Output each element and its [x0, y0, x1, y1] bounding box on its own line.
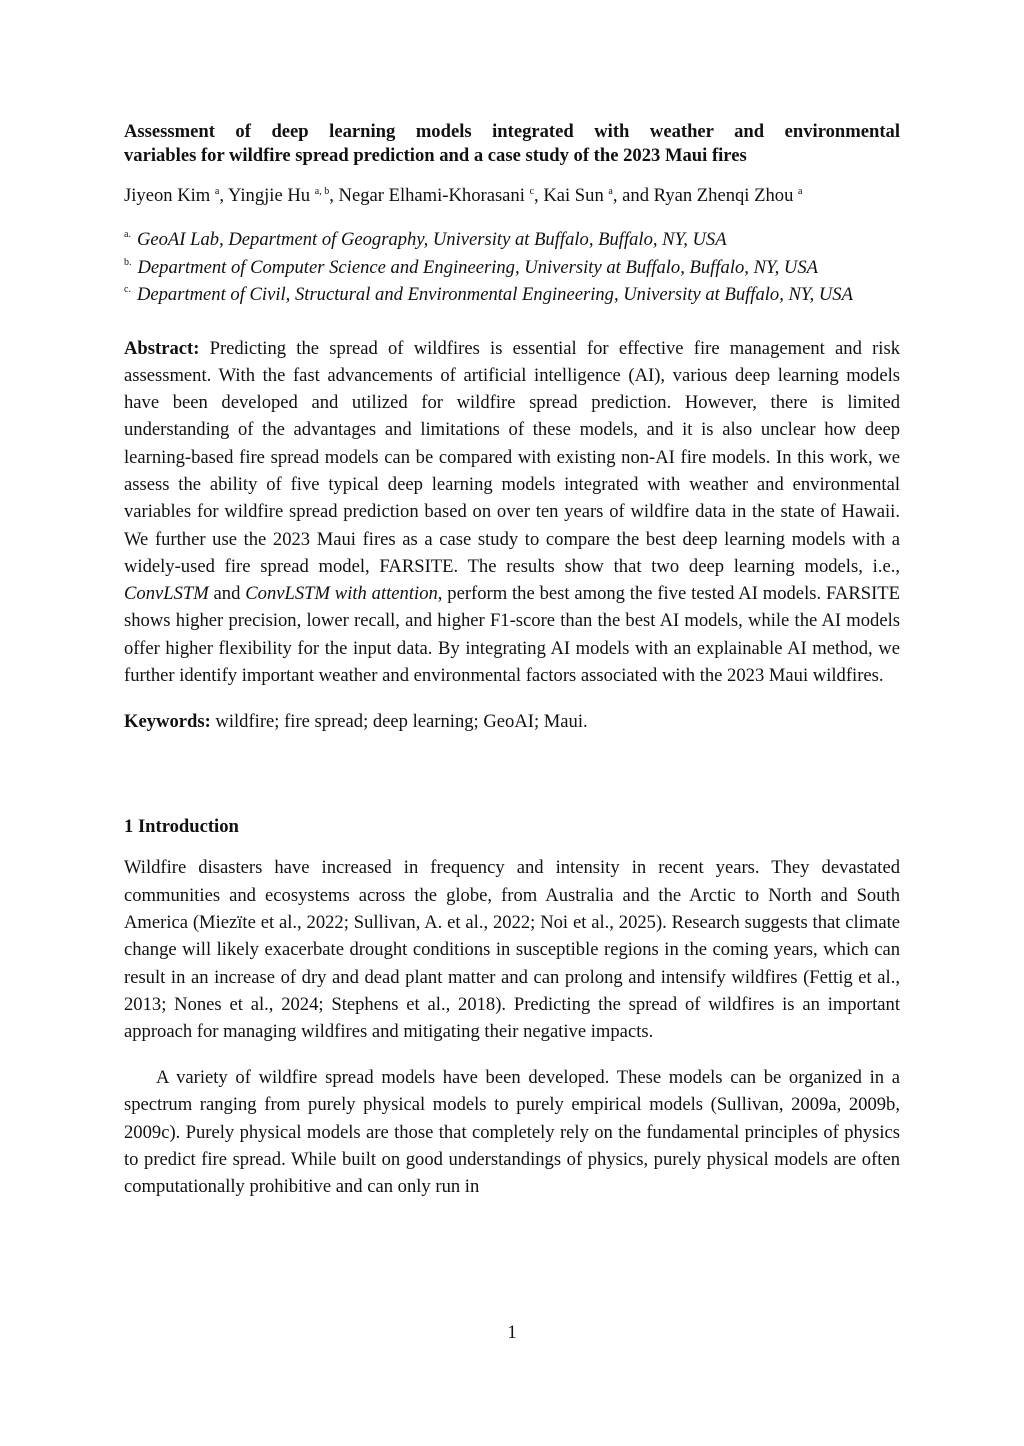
affiliation-text: Department of Computer Science and Engineering, University at Buffalo, Buffalo, NY, USA — [137, 256, 818, 278]
affiliation-text: GeoAI Lab, Department of Geography, University at Buffalo, Buffalo, NY, USA — [136, 229, 727, 250]
affiliation-text: Department of Civil, Structural and Environmental Engineering, University at Buffalo, NY, USA — [136, 284, 853, 305]
author-name: Negar Elhami-Khorasani — [338, 185, 525, 206]
author-separator: , — [219, 185, 228, 206]
affiliation-mark: b. — [124, 256, 132, 268]
keywords-text: wildfire; fire spread; deep learning; GeoAI; Maui. — [210, 710, 588, 732]
keywords-label: Keywords: — [124, 710, 211, 732]
author-list — [124, 184, 900, 208]
keywords — [124, 708, 900, 735]
author-separator: , — [329, 185, 339, 206]
intro-paragraph: A variety of wildfire spread models have been developed. These models can be organized in a spectrum ranging from purely physical models to purely empirical models (Sullivan, 2009a, 2009b, 2009c). Purely physical models are those that completely rely on the fundamental principles of physics to predict fire spread. While built on good understandings of physics, purely physical models are often computationally prohibitive and can only run in — [124, 1067, 900, 1198]
abstract-text: and — [208, 583, 246, 605]
title-line-2: variables for wildfire spread prediction and a case study of the 2023 Maui fires — [124, 145, 747, 166]
author-affiliation-mark: a — [798, 186, 803, 197]
abstract-label: Abstract: — [124, 337, 200, 359]
affiliation-item — [124, 281, 900, 309]
page-number: 1 — [507, 1322, 517, 1343]
affiliation-mark: a. — [124, 229, 131, 240]
author-separator: , — [534, 185, 544, 206]
abstract-model-name: ConvLSTM — [124, 583, 209, 605]
section-heading: 1 Introduction — [124, 815, 239, 837]
affiliation-item — [124, 254, 900, 282]
affiliation-mark: c. — [124, 284, 131, 295]
author-name: Yingjie Hu — [227, 185, 311, 206]
author-affiliation-mark: a — [214, 186, 220, 197]
paper-page — [124, 120, 900, 1219]
author-affiliation-mark: c — [529, 186, 535, 197]
abstract-model-name: ConvLSTM with attention — [245, 583, 438, 605]
affiliation-list — [124, 226, 900, 309]
paper-title — [124, 120, 900, 168]
author-separator: , and — [612, 185, 654, 206]
abstract-text: Predicting the spread of wildfires is essential for effective fire management and risk assessment. With the fast advancements of artificial intelligence (AI), various deep learning models have been developed and utilized for wildfire spread prediction. However, there is limited understanding of the advantages and limitations of these models, and it is also unclear how deep learning-based fire spread models can be compared with existing non-AI fire models. In this work, we assess the ability of five typical deep learning models integrated with weather and environmental variables for wildfire spread prediction based on over ten years of wildfire data in the state of Hawaii. We further use the 2023 Maui fires as a case study to compare the best deep learning models with a widely-used fire spread model, FARSITE. The results show that two deep learning models, i.e., — [124, 337, 900, 577]
abstract-text: , perform the best among the five tested AI models. FARSITE shows higher precision, lower recall, and higher F1-score than the best AI models, while the AI models offer higher flexibility for the input data. By integrating AI models with an explainable AI method, we further identify important weather and environmental factors associated with the 2023 Maui wildfires. — [124, 583, 900, 687]
author-affiliation-mark: a — [608, 186, 613, 197]
intro-paragraph: Wildfire disasters have increased in frequency and intensity in recent years. They devastated communities and ecosystems across the globe, from Australia and the Arctic to North and South America (Miezïte et al., 2022; Sullivan, A. et al., 2022; Noi et al., 2025). Research suggests that climate change will likely exacerbate drought conditions in susceptible regions in the coming years, which can result in an increase of dry and dead plant matter and can prolong and intensify wildfires (Fettig et al., 2013; Nones et al., 2024; Stephens et al., 2018). Predicting the spread of wildfires is an important approach for managing wildfires and mitigating their negative impacts. — [124, 857, 900, 1043]
abstract — [124, 335, 900, 690]
author-name: Ryan Zhenqi Zhou — [653, 185, 794, 206]
author-name: Kai Sun — [543, 185, 604, 206]
affiliation-item — [124, 226, 900, 254]
author-name: Jiyeon Kim — [124, 185, 211, 206]
author-affiliation-mark: a, b — [314, 186, 330, 197]
title-line-1: Assessment of deep learning models integrated with weather and environmental — [124, 121, 900, 142]
